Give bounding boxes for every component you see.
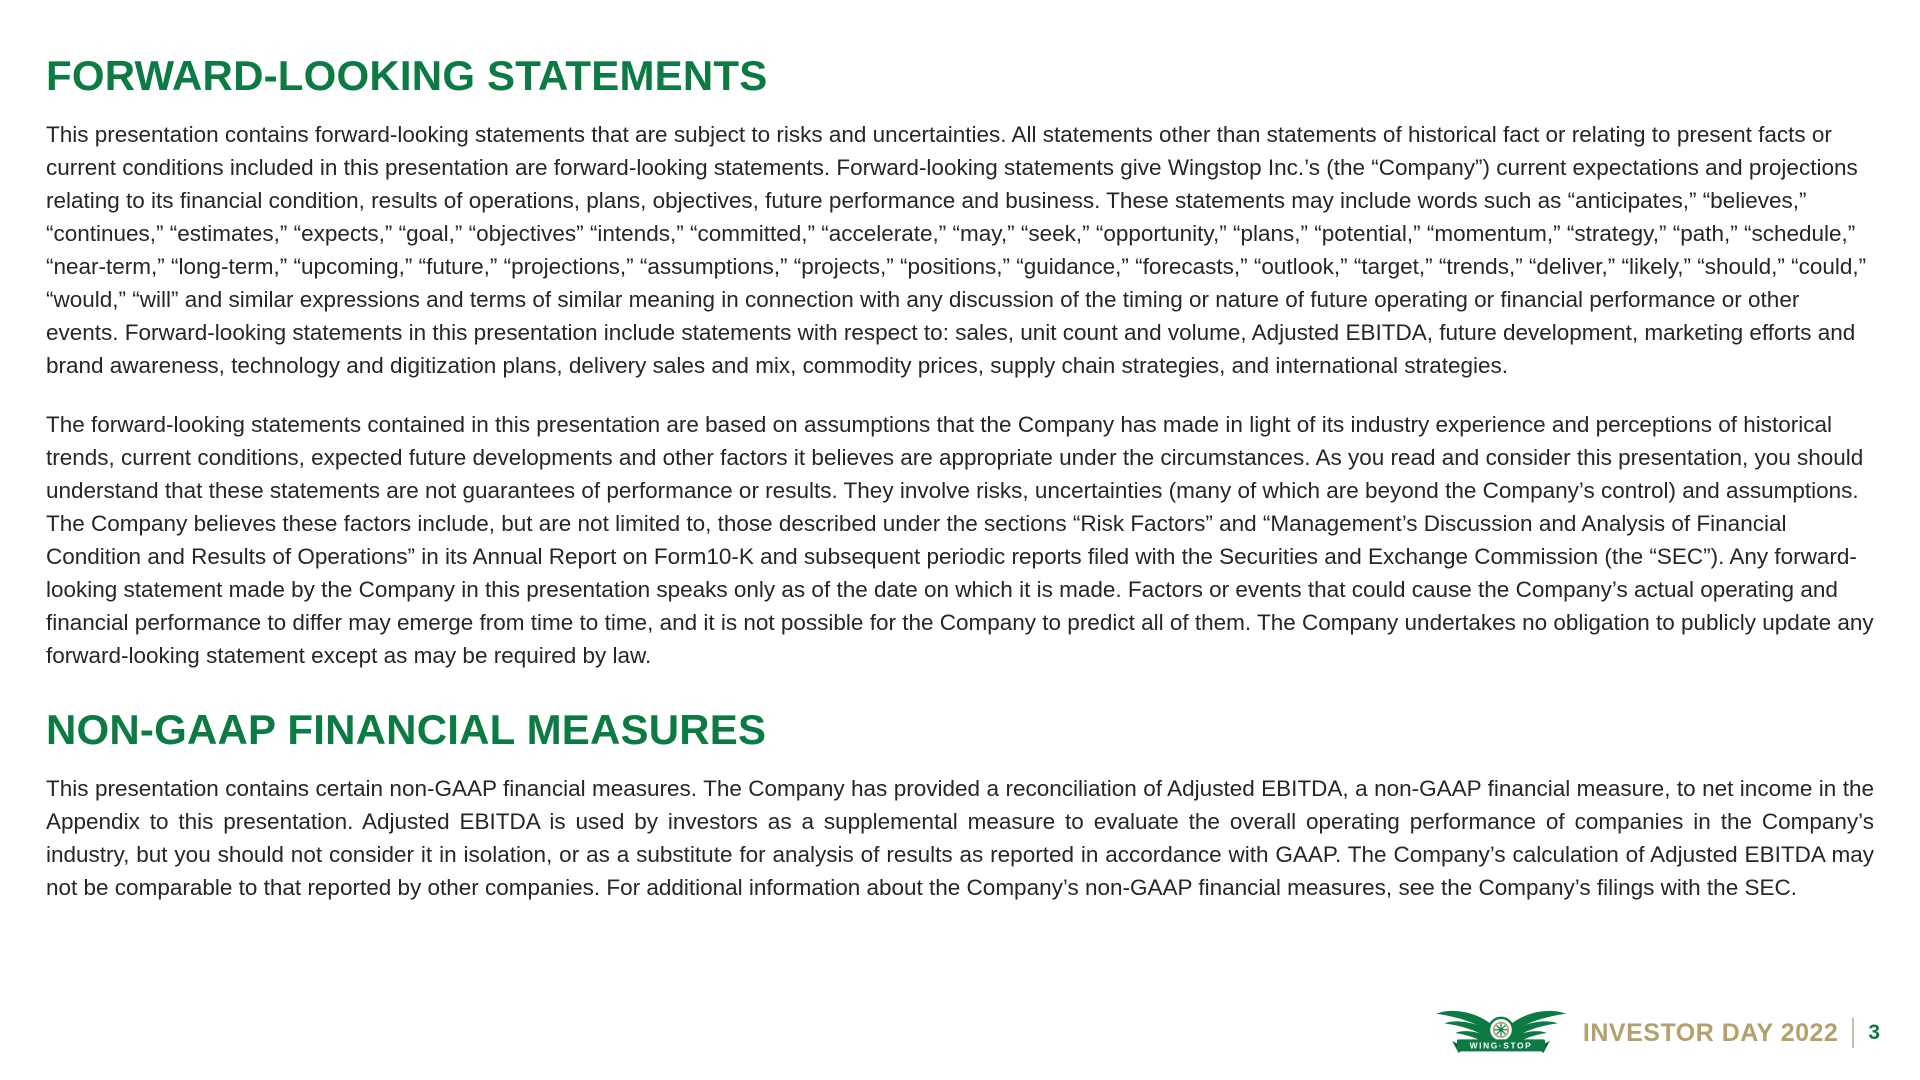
wingstop-logo-icon bbox=[1433, 1004, 1569, 1062]
footer-divider bbox=[1852, 1018, 1854, 1048]
page-number: 3 bbox=[1868, 1021, 1880, 1044]
wingstop-logo bbox=[1433, 1004, 1569, 1062]
wingstop-logo-banner-text: WING·STOP bbox=[1469, 1040, 1533, 1051]
non-gaap-heading: NON-GAAP FINANCIAL MEASURES bbox=[46, 706, 767, 753]
forward-looking-heading: FORWARD-LOOKING STATEMENTS bbox=[46, 52, 768, 99]
investor-day-label: INVESTOR DAY 2022 bbox=[1582, 1018, 1839, 1047]
section-forward-looking-statements bbox=[46, 52, 1874, 672]
non-gaap-paragraph-1: This presentation contains certain non-GAAP financial measures. The Company has provided a reconciliation of Adjusted EBITDA, a non-GAAP financial measure, to net income in the Appendix to this presentation. Adjusted EBITDA is used by investors as a supplemental measure to evaluate the overall operating performance of companies in the Company’s industry, but you should not consider it in isolation, or as a substitute for analysis of results as reported in accordance with GAAP. The Company’s calculation of Adjusted EBITDA may not be comparable to that reported by other companies. For additional information about the Company’s non-GAAP financial measures, see the Company’s filings with the SEC. bbox=[46, 776, 1874, 900]
section-non-gaap-measures bbox=[46, 706, 1874, 904]
slide-footer bbox=[1433, 1004, 1884, 1062]
forward-looking-paragraph-2: The forward-looking statements contained in this presentation are based on assumptions that the Company has made in light of its industry experience and perceptions of historical trends, current conditions, expected future developments and other factors it believes are appropriate under the circumstances. As you read and consider this presentation, you should understand that these statements are not guarantees of performance or results. They involve risks, uncertainties (many of which are beyond the Company’s control) and assumptions. The Company believes these factors include, but are not limited to, those described under the sections “Risk Factors” and “Management’s Discussion and Analysis of Financial Condition and Results of Operations” in its Annual Report on Form10-K and subsequent periodic reports filed with the Securities and Exchange Commission (the “SEC”). Any forward-looking statement made by the Company in this presentation speaks only as of the date on which it is made. Factors or events that could cause the Company’s actual operating and financial performance to differ may emerge from time to time, and it is not possible for the Company to predict all of them. The Company undertakes no obligation to publicly update any forward-looking statement except as may be required by law. bbox=[46, 412, 1874, 668]
forward-looking-paragraph-1: This presentation contains forward-looking statements that are subject to risks and uncertainties. All statements other than statements of historical fact or relating to present facts or current conditions included in this presentation are forward-looking statements. Forward-looking statements give Wingstop Inc.’s (the “Company”) current expectations and projections relating to its financial condition, results of operations, plans, objectives, future performance and business. These statements may include words such as “anticipates,” “believes,” “continues,” “estimates,” “expects,” “goal,” “objectives” “intends,” “committed,” “accelerate,” “may,” “seek,” “opportunity,” “plans,” “potential,” “momentum,” “strategy,” “path,” “schedule,” “near-term,” “long-term,” “upcoming,” “future,” “projections,” “assumptions,” “projects,” “positions,” “guidance,” “forecasts,” “outlook,” “target,” “trends,” “deliver,” “likely,” “should,” “could,” “would,” “will” and similar expressions and terms of similar meaning in connection with any discussion of the timing or nature of future operating or financial performance or other events. Forward-looking statements in this presentation include statements with respect to: sales, unit count and volume, Adjusted EBITDA, future development, marketing efforts and brand awareness, technology and digitization plans, delivery sales and mix, commodity prices, supply chain strategies, and international strategies. bbox=[46, 122, 1867, 378]
